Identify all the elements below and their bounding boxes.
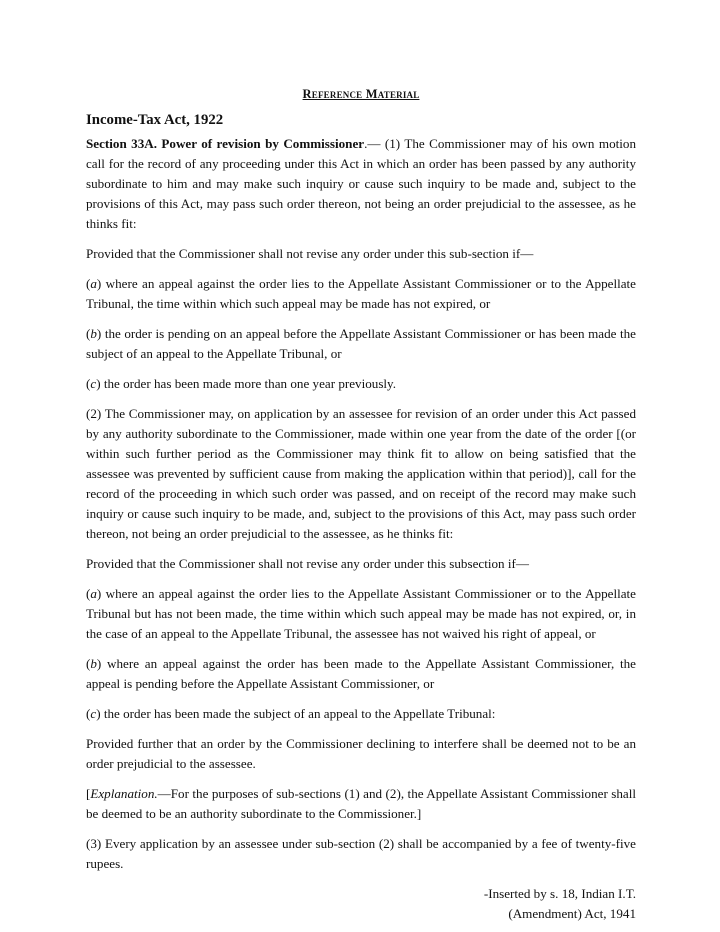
clause-text: the order has been made more than one year previously. xyxy=(100,376,397,391)
proviso-2: Provided that the Commissioner shall not revise any order under this subsection if— xyxy=(86,556,529,571)
clause-letter: a xyxy=(90,276,97,291)
clause-2a: (a) where an appeal against the order lies to the Appellate Assistant Commissioner or to the Appellate Tribunal but has not been made, the time within which such appeal may be made has not expired, or, in the case of an appeal to the Appellate Tribunal, the assessee has not waived his right of appeal, or xyxy=(86,586,636,641)
credit-line-2: (Amendment) Act, 1941 xyxy=(508,906,636,921)
document-heading: Reference Material xyxy=(302,87,420,101)
clause-1b: (b) the order is pending on an appeal before the Appellate Assistant Commissioner or has been made the subject of an appeal to the Appellate Tribunal, or xyxy=(86,326,636,361)
amendment-credit xyxy=(86,884,636,924)
section-33a-paragraph xyxy=(86,134,636,234)
act-title: Income-Tax Act, 1922 xyxy=(86,112,224,128)
clause-text: the order has been made the subject of an appeal to the Appellate Tribunal: xyxy=(100,706,496,721)
sub-section-3: (3) Every application by an assessee under sub-section (2) shall be accompanied by a fee of twenty-five rupees. xyxy=(86,836,636,871)
clause-letter: c xyxy=(90,376,97,391)
explanation-label: Explanation. xyxy=(90,786,158,801)
document-body xyxy=(86,134,636,924)
credit-line-1: -Inserted by s. 18, Indian I.T. xyxy=(483,886,636,901)
proviso-1: Provided that the Commissioner shall not revise any order under this sub-section if— xyxy=(86,246,534,261)
clause-letter: a xyxy=(90,586,97,601)
clause-text: where an appeal against the order lies to the Appellate Assistant Commissioner or to the Appellate Tribunal, the time within which such appeal may be made has not expired, or xyxy=(86,276,636,311)
explanation-bracket: [ xyxy=(86,786,91,801)
section-dash: .— xyxy=(364,136,381,151)
explanation xyxy=(86,784,636,824)
explanation-text: —For the purposes of sub-sections (1) and (2), the Appellate Assistant Commissioner shall be deemed to be an authority subordinate to the Commissioner.] xyxy=(86,786,636,821)
clause-2b: (b) where an appeal against the order has been made to the Appellate Assistant Commissioner, the appeal is pending before the Appellate Assistant Commissioner, or xyxy=(86,656,636,691)
clause-letter: b xyxy=(90,326,97,341)
clause-1c: (c) the order has been made more than one year previously. xyxy=(86,376,397,391)
clause-1a: (a) where an appeal against the order lies to the Appellate Assistant Commissioner or to the Appellate Tribunal, the time within which such appeal may be made has not expired, or xyxy=(86,276,636,311)
clause-text: where an appeal against the order lies to the Appellate Assistant Commissioner or to the Appellate Tribunal but has not been made, the time within which such appeal may be made has not expired, or, in the case of an appeal to the Appellate Tribunal, the assessee has not waived his right of appeal, or xyxy=(86,586,636,641)
section-title: Section 33A. Power of revision by Commissioner xyxy=(86,136,365,151)
clause-text: the order is pending on an appeal before the Appellate Assistant Commissioner or has been made the subject of an appeal to the Appellate Tribunal, or xyxy=(86,326,636,361)
clause-2c: (c) the order has been made the subject of an appeal to the Appellate Tribunal: xyxy=(86,706,496,721)
sub-section-2: (2) The Commissioner may, on application by an assessee for revision of an order under this Act passed by any authority subordinate to the Commissioner, made within one year from the date of the order [(or within such further period as the Commissioner may think fit to allow on being satisfied that the assessee was prevented by sufficient cause from making the application within that period)], call for the record of the proceeding in which such order was passed, and on receipt of the record may make such inquiry or cause such inquiry to be made, and, subject to the provisions of this Act, may pass such order thereon, not being an order prejudicial to the assessee, as he thinks fit: xyxy=(86,406,636,541)
section-text: (1) The Commissioner may of his own motion call for the record of any proceeding under this Act in which an order has been passed by any authority subordinate to him and may make such inquiry or cause such inquiry to be made and, subject to the provisions of this Act, may pass such order thereon, not being an order prejudicial to the assessee, as he thinks fit: xyxy=(86,136,636,231)
clause-letter: c xyxy=(90,706,97,721)
clause-letter: b xyxy=(90,656,97,671)
proviso-further: Provided further that an order by the Commissioner declining to interfere shall be deemed not to be an order prejudicial to the assessee. xyxy=(86,736,636,771)
clause-text: where an appeal against the order has been made to the Appellate Assistant Commissioner, the appeal is pending before the Appellate Assistant Commissioner, or xyxy=(86,656,636,691)
